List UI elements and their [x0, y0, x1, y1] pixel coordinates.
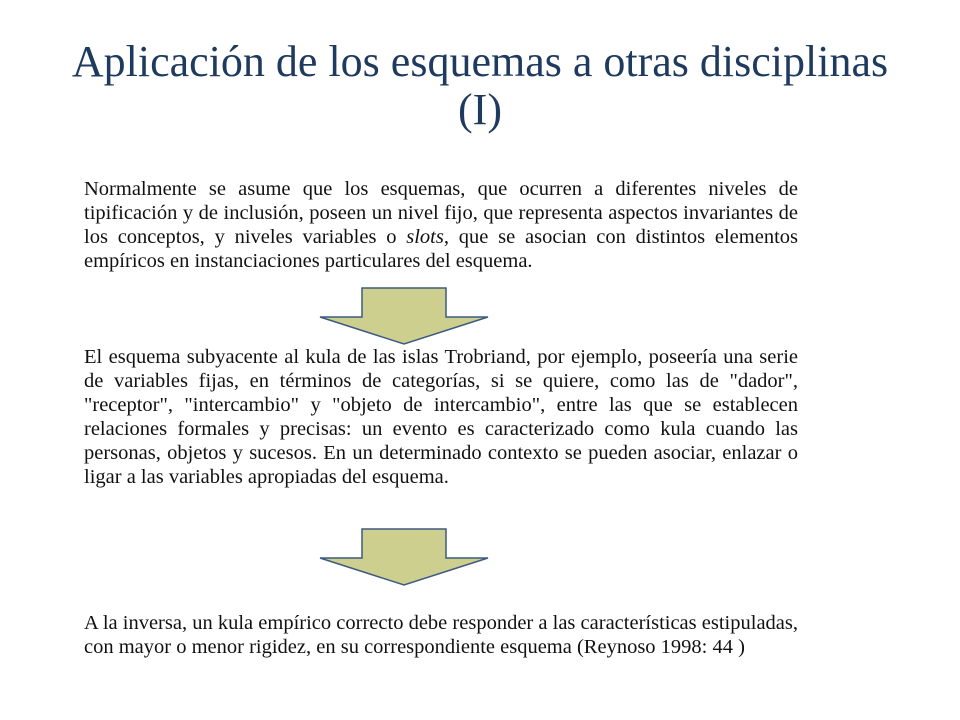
down-arrow-icon: [318, 528, 490, 586]
paragraph-schema-levels: [84, 177, 798, 273]
paragraph1-text-b: , que se asocian con distintos elementos empíricos en instanciaciones particulares del esquema.: [84, 226, 798, 272]
paragraph1-text-a: Normalmente se asume que los esquemas, que ocurren a diferentes niveles de tipificación y de inclusión, poseen un nivel fijo, que representa aspectos invariantes de los conceptos, y niveles variables o: [84, 178, 798, 248]
paragraph-kula-example: El esquema subyacente al kula de las islas Trobriand, por ejemplo, poseería una serie de variables fijas, en términos de categorías, si se quiere, como las de "dador", "receptor", "intercambio" y "objeto de intercambio", entre las que se establecen relaciones formales y precisas: un evento es caracterizado como kula cuando las personas, objetos y sucesos. En un determinado contexto se pueden asociar, enlazar o ligar a las variables apropiadas del esquema.: [84, 346, 798, 488]
down-arrow-icon: [318, 287, 490, 345]
paragraph1-italic-slots: slots: [406, 226, 444, 248]
slide-title: Aplicación de los esquemas a otras disciplinas (I): [71, 37, 889, 134]
paragraph-empirical-kula: A la inversa, un kula empírico correcto debe responder a las características estipuladas, con mayor o menor rigidez, en su correspondiente esquema (Reynoso 1998: 44 ): [84, 612, 798, 658]
